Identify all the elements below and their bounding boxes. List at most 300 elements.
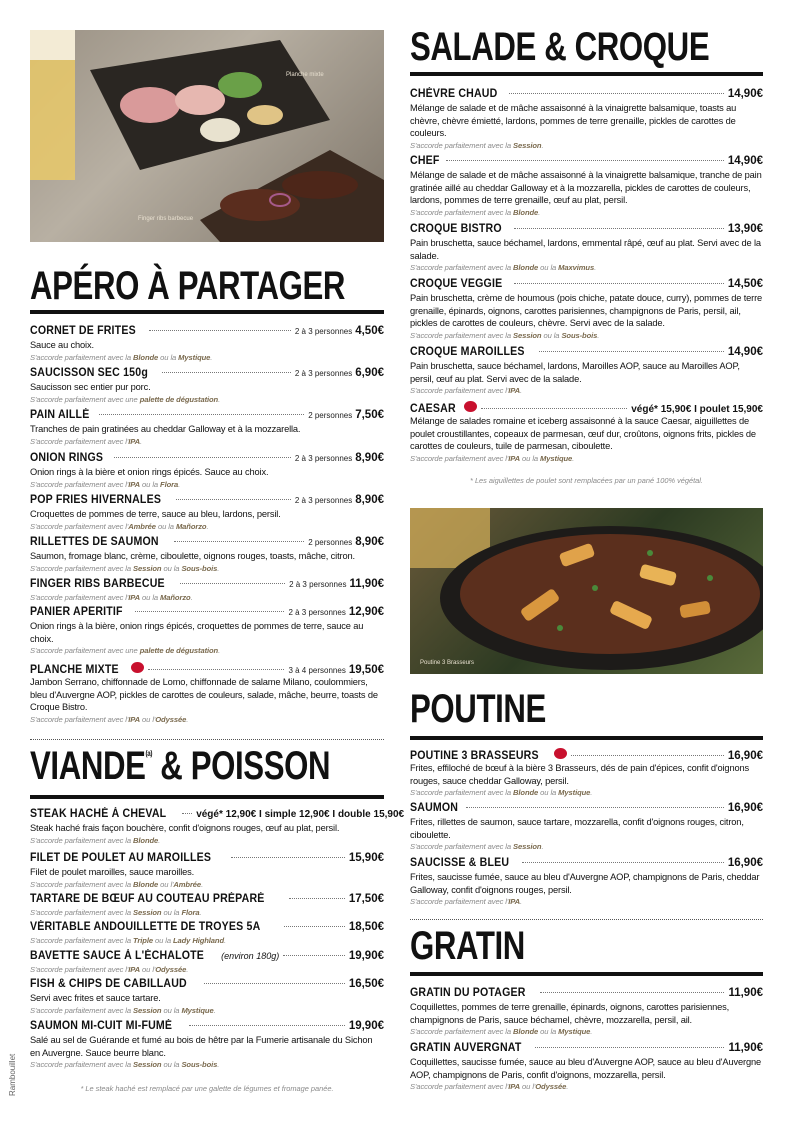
pairing-text: . xyxy=(213,1005,216,1015)
item-price: 4,50€ xyxy=(355,325,384,337)
item-pairing xyxy=(30,436,384,447)
menu-item xyxy=(410,401,763,464)
item-name: TARTARE DE BŒUF AU COUTEAU PRÉPARÉ xyxy=(30,893,265,905)
item-name: CORNET DE FRITES xyxy=(30,325,136,337)
item-header xyxy=(410,802,763,816)
item-header xyxy=(410,987,763,1001)
pairing-beer: Odyssée xyxy=(155,965,187,974)
pairing-beer: Mystique xyxy=(558,788,591,797)
pairing-beer: Sous-bois xyxy=(561,330,598,340)
pairing-beer: Session xyxy=(133,1005,162,1015)
viande-title-sup: (a) xyxy=(145,749,153,758)
item-description: Saumon, fromage blanc, crème, ciboulette, oignons rouges, toasts, mâche, citron. xyxy=(30,551,355,561)
item-pairing xyxy=(30,479,384,490)
menu-item xyxy=(30,921,384,946)
pairing-text: S'accorde parfaitement avec l' xyxy=(410,897,509,906)
pairing-text: . xyxy=(590,788,593,797)
pairing-text: . xyxy=(201,879,204,889)
item-description: Mélange de salade et de mâche assaisonné à la vinaigrette balsamique, toasts au chèvre, chèvre émietté, lardons, pommes de terre grenaille, pickles de carottes de couleurs. xyxy=(410,103,737,138)
item-header xyxy=(410,346,763,360)
pairing-text: . xyxy=(572,453,575,463)
pairing-text: ou la xyxy=(161,563,182,573)
pairing-text: ou l' xyxy=(158,879,174,889)
pairing-text: ou la xyxy=(161,1005,182,1015)
pairing-text: . xyxy=(590,1027,593,1036)
item-name: SAUMON xyxy=(410,802,459,814)
pairing-text: S'accorde parfaitement avec l' xyxy=(410,386,509,395)
item-price: 11,90€ xyxy=(728,1042,763,1054)
item-description: Onion rings à la bière et onion rings épicés. Sauce au choix. xyxy=(30,467,269,477)
pairing-beer: Blonde xyxy=(133,835,159,845)
pairing-text: S'accorde parfaitement avec l' xyxy=(410,453,509,463)
item-header xyxy=(30,452,384,466)
viande-title-text: VIANDE xyxy=(30,744,146,788)
pairing-beer: Blonde xyxy=(133,352,159,362)
pairing-text: S'accorde parfaitement avec l' xyxy=(410,1082,509,1091)
item-description: Jambon Serrano, chiffonnade de Lomo, chiffonnade de salame Milano, coulommiers, bleu d'Auvergne AOP, pickles de carottes de couleurs, salade, mâche, beurre, toasts de Croque Bistro. xyxy=(30,677,378,712)
pairing-beer: IPA xyxy=(508,386,521,395)
pairing-beer: IPA xyxy=(508,453,521,463)
item-price: 14,90€ xyxy=(727,155,763,167)
pairing-beer: Ambrée xyxy=(173,879,202,889)
pairing-text: S'accorde parfaitement avec la xyxy=(410,263,514,272)
menu-item xyxy=(30,978,384,1016)
item-price-group: végé* 15,90€ I poulet 15,90€ xyxy=(631,404,763,415)
pairing-beer: IPA xyxy=(128,965,141,974)
dot-leader xyxy=(174,541,304,542)
menu-item xyxy=(30,893,384,918)
pairing-beer: Session xyxy=(513,330,542,340)
pairing-text: . xyxy=(199,908,202,917)
pairing-text: ou la xyxy=(152,936,173,945)
item-name: SAUCISSON SEC 150g xyxy=(30,367,148,379)
gratin-rule xyxy=(410,972,763,976)
item-description: Coquillettes, pommes de terre grenaille, épinards, oignons, carottes parisiennes, champignons de Paris, sauce béchamel, chèvre, mozzarella, persil, ail. xyxy=(410,1002,730,1025)
item-name: PAIN AILLÉ xyxy=(30,409,90,421)
pairing-beer: Mystique xyxy=(181,1005,214,1015)
menu-item xyxy=(410,987,763,1037)
item-header xyxy=(30,409,384,423)
dot-leader xyxy=(509,93,724,94)
pairing-text: S'accorde parfaitement avec la xyxy=(410,330,514,340)
item-pairing xyxy=(30,1005,384,1016)
separator xyxy=(410,919,763,920)
item-header xyxy=(410,223,763,237)
menu-item xyxy=(410,223,763,273)
item-pairing xyxy=(30,1059,384,1070)
pairing-beer: Mañorzo xyxy=(175,521,207,531)
planche-illustration xyxy=(30,30,384,242)
item-header xyxy=(410,88,763,102)
pairing-beer: Session xyxy=(133,1060,162,1069)
pairing-beer: Mañorzo xyxy=(160,593,191,602)
dot-leader xyxy=(571,755,724,756)
item-pairing xyxy=(410,896,763,907)
item-pairing xyxy=(410,207,763,218)
pairing-beer: Mystique xyxy=(540,453,573,463)
item-header xyxy=(30,536,384,550)
pairing-text: S'accorde parfaitement avec l' xyxy=(30,965,129,974)
item-header xyxy=(30,662,384,676)
signature-badge-icon xyxy=(464,401,477,412)
menu-item xyxy=(410,88,763,151)
item-header xyxy=(410,857,763,871)
item-people: 2 à 3 personnes xyxy=(294,454,353,463)
pairing-text: . xyxy=(520,386,523,395)
dot-leader xyxy=(535,1047,724,1048)
viande-title-end: & POISSON xyxy=(152,744,331,788)
apero-rule xyxy=(30,310,384,314)
pairing-text: ou la xyxy=(541,330,562,340)
dot-leader xyxy=(539,351,724,352)
viande-footnote: * Le steak haché est remplacé par une galette de légumes et fromage panée. xyxy=(80,1084,334,1093)
item-pairing xyxy=(410,385,763,396)
item-price: 8,90€ xyxy=(355,452,384,464)
item-price: 13,90€ xyxy=(727,223,763,235)
pairing-text: ou la xyxy=(158,352,179,362)
item-header xyxy=(30,852,384,866)
dot-leader xyxy=(284,926,344,927)
planche-caption: Planche mixte xyxy=(286,72,324,78)
item-name: ONION RINGS xyxy=(30,452,104,464)
pairing-text: ou la xyxy=(155,521,176,531)
item-name: GRATIN DU POTAGER xyxy=(410,987,526,999)
item-name: CROQUE MAROILLES xyxy=(410,346,525,358)
dot-leader xyxy=(283,955,345,956)
item-pairing xyxy=(410,841,763,852)
menu-item xyxy=(30,950,384,975)
dot-leader xyxy=(204,983,344,984)
item-description: Frites, effiloché de bœuf à la bière 3 Brasseurs, dés de pain d'épices, confit d'oignons rouges, sauce cheddar Galloway, persil. xyxy=(410,763,750,786)
pairing-text: . xyxy=(206,521,209,531)
pairing-text: S'accorde parfaitement avec la xyxy=(410,788,514,797)
menu-item xyxy=(410,748,763,798)
item-people: 2 à 3 personnes xyxy=(289,580,347,589)
pairing-text: . xyxy=(218,646,221,655)
menu-item xyxy=(410,802,763,852)
item-price: 16,90€ xyxy=(727,857,763,869)
pairing-text: . xyxy=(210,352,213,362)
item-description: Servi avec frites et sauce tartare. xyxy=(30,993,161,1003)
item-price: 16,90€ xyxy=(727,802,763,814)
pairing-text: ou l' xyxy=(140,714,156,724)
menu-item xyxy=(410,278,763,341)
pairing-text: S'accorde parfaitement avec la xyxy=(410,842,514,851)
salade-title: SALADE & CROQUE xyxy=(410,25,710,69)
pairing-text: S'accorde parfaitement avec l' xyxy=(30,714,129,724)
pairing-beer: palette de dégustation xyxy=(139,394,219,404)
menu-item xyxy=(30,578,384,603)
menu-item xyxy=(30,536,384,574)
dot-leader xyxy=(182,813,192,814)
item-price: 7,50€ xyxy=(355,409,384,421)
pairing-text: . xyxy=(217,1060,220,1069)
item-price: 19,50€ xyxy=(348,664,384,676)
pairing-text: S'accorde parfaitement avec la xyxy=(30,1005,134,1015)
item-price: 8,90€ xyxy=(355,536,384,548)
item-pairing xyxy=(30,964,384,975)
menu-item xyxy=(30,452,384,490)
item-price-group: végé* 12,90€ I simple 12,90€ I double 15,90€ xyxy=(196,809,405,820)
pairing-text: . xyxy=(566,1082,569,1091)
pairing-text: ou la xyxy=(538,788,559,797)
item-people: 2 à 3 personnes xyxy=(294,369,353,378)
item-price: 14,90€ xyxy=(727,346,763,358)
item-description: Sauce au choix. xyxy=(30,340,94,350)
menu-item xyxy=(30,325,384,363)
pairing-text: . xyxy=(538,207,541,217)
pairing-beer: Session xyxy=(513,842,542,851)
item-price: 12,90€ xyxy=(348,606,384,618)
item-people: 2 à 3 personnes xyxy=(294,327,353,336)
item-description: Tranches de pain gratinées au cheddar Galloway et à la mozzarella. xyxy=(30,424,301,434)
menu-item xyxy=(410,346,763,396)
item-header xyxy=(30,1020,384,1034)
pairing-text: S'accorde parfaitement avec l' xyxy=(30,479,129,489)
item-description: Filet de poulet maroilles, sauce maroilles. xyxy=(30,867,195,877)
pairing-beer: Blonde xyxy=(133,879,159,889)
dot-leader xyxy=(180,583,285,584)
pairing-text: S'accorde parfaitement avec la xyxy=(30,835,134,845)
city-label: Rambouillet xyxy=(8,1053,17,1096)
item-description: Onion rings à la bière, onion rings épicés, croquettes de pommes de terre, sauce au choix. xyxy=(30,621,364,644)
pairing-beer: Ambrée xyxy=(128,521,156,531)
poutine-caption: Poutine 3 Brasseurs xyxy=(420,660,475,666)
item-name: POUTINE 3 BRASSEURS xyxy=(410,750,539,762)
item-header xyxy=(30,606,384,620)
pairing-text: S'accorde parfaitement avec une xyxy=(30,646,140,655)
item-pairing xyxy=(30,563,384,574)
pairing-text: . xyxy=(140,436,143,446)
pairing-beer: Sous-bois xyxy=(181,563,218,573)
menu-item xyxy=(30,409,384,447)
item-pairing xyxy=(30,394,384,405)
item-price: 19,90€ xyxy=(348,950,384,962)
item-pairing xyxy=(410,262,763,273)
pairing-beer: Blonde xyxy=(513,207,539,217)
pairing-beer: Blonde xyxy=(513,788,539,797)
dot-leader xyxy=(540,992,725,993)
item-header xyxy=(30,978,384,992)
dot-leader xyxy=(522,862,724,863)
item-header xyxy=(30,578,384,592)
menu-item xyxy=(30,852,384,890)
pairing-beer: IPA xyxy=(128,593,141,602)
item-name: POP FRIES HIVERNALES xyxy=(30,494,162,506)
pairing-text: S'accorde parfaitement avec la xyxy=(30,908,134,917)
pairing-text: . xyxy=(541,842,544,851)
item-name: SAUCISSE & BLEU xyxy=(410,857,510,869)
item-pairing xyxy=(30,879,384,890)
pairing-text: S'accorde parfaitement avec la xyxy=(30,936,134,945)
item-pairing xyxy=(30,935,384,946)
pairing-beer: Triple xyxy=(133,936,153,945)
pairing-text: S'accorde parfaitement avec une xyxy=(30,394,140,404)
item-pairing xyxy=(30,352,384,363)
item-header xyxy=(410,401,763,415)
dot-leader xyxy=(481,408,627,409)
item-people: 2 personnes xyxy=(308,411,353,420)
pairing-beer: IPA xyxy=(508,897,521,906)
pairing-text: S'accorde parfaitement avec la xyxy=(410,207,514,217)
item-name: CAESAR xyxy=(410,403,456,415)
item-pairing xyxy=(30,521,384,532)
item-description: Frites, rillettes de saumon, sauce tartare, mozzarella, confit d'oignons rouges, citron, ciboulette. xyxy=(410,817,744,840)
item-name: CHEF xyxy=(410,155,440,167)
pairing-text: . xyxy=(186,965,189,974)
pairing-text: S'accorde parfaitement avec l' xyxy=(30,436,129,446)
item-pairing xyxy=(410,330,763,341)
pairing-beer: Blonde xyxy=(513,1027,539,1036)
dot-leader xyxy=(514,228,724,229)
pairing-text: ou la xyxy=(140,593,161,602)
pairing-text: ou la xyxy=(161,1060,182,1069)
item-price: 6,90€ xyxy=(355,367,384,379)
pairing-text: . xyxy=(190,593,193,602)
pairing-text: ou la xyxy=(538,263,559,272)
pairing-text: ou la xyxy=(538,1027,559,1036)
pairing-beer: Odyssée xyxy=(155,714,187,724)
item-name: FISH & CHIPS DE CABILLAUD xyxy=(30,978,187,990)
pairing-beer: Session xyxy=(133,908,162,917)
pairing-beer: Flora xyxy=(181,908,200,917)
item-name: PANIER APERITIF xyxy=(30,606,123,618)
item-name: STEAK HACHÉ À CHEVAL xyxy=(30,808,167,820)
pairing-text: ou l' xyxy=(520,1082,536,1091)
item-header xyxy=(410,155,763,169)
item-price: 14,50€ xyxy=(727,278,763,290)
menu-item xyxy=(30,606,384,656)
item-name: BAVETTE SAUCE À L'ÉCHALOTE xyxy=(30,950,205,962)
menu-item xyxy=(30,494,384,532)
menu-item xyxy=(410,1042,763,1092)
item-pairing xyxy=(410,140,763,151)
menu-item xyxy=(30,1020,384,1070)
item-description: Mélange de salade et de mâche assaisonné à la vinaigrette balsamique, tranche de pain gratinée aillé au cheddar Galloway et à la mozzarella, pickles de carottes de couleurs, lardons, pommes de terre grenaille, œuf au plat, persil. xyxy=(410,170,762,205)
pairing-beer: Sous-bois xyxy=(181,1060,218,1069)
item-header xyxy=(30,325,384,339)
item-name: PLANCHE MIXTE xyxy=(30,664,119,676)
viande-title xyxy=(30,746,330,786)
pairing-beer: Session xyxy=(133,563,162,573)
poutine-illustration xyxy=(410,508,763,674)
item-pairing xyxy=(410,1026,763,1037)
pairing-beer: Flora xyxy=(160,479,179,489)
pairing-text: S'accorde parfaitement avec la xyxy=(410,1027,514,1036)
item-description: Pain bruschetta, sauce béchamel, lardons, emmental râpé, œuf au plat. Servi avec de la salade. xyxy=(410,238,761,261)
pairing-text: . xyxy=(520,897,523,906)
item-price: 16,90€ xyxy=(727,750,763,762)
item-pairing xyxy=(30,592,384,603)
item-price: 14,90€ xyxy=(727,88,763,100)
item-description: Coquillettes, saucisse fumée, sauce au bleu d'Auvergne AOP, sauce au bleu d'Auvergne AOP, champignons de Paris, confit d'oignons, mozzarella, persil. xyxy=(410,1057,762,1080)
pairing-text: S'accorde parfaitement avec la xyxy=(30,879,134,889)
pairing-text: . xyxy=(217,563,220,573)
pairing-beer: IPA xyxy=(128,479,141,489)
signature-badge-icon xyxy=(131,662,144,673)
apero-title: APÉRO À PARTAGER xyxy=(30,264,346,308)
item-name: VÉRITABLE ANDOUILLETTE DE TROYES 5A xyxy=(30,921,261,933)
pairing-beer: Odyssée xyxy=(535,1082,567,1091)
item-price: 15,90€ xyxy=(348,852,384,864)
item-description: Salé au sel de Guérande et fumé au bois de hêtre par la Fumerie artisanale du Sichon en Auvergne. Sauce beurre blanc. xyxy=(30,1035,373,1058)
item-description: Mélange de salades romaine et iceberg assaisonné à la sauce Caesar, aiguillettes de poulet croustillantes, copeaux de parmesan, œuf dur, croûtons, oignons frits, pickles de carottes de couleurs, tuile de parmesan, ciboulette. xyxy=(410,416,756,451)
pairing-text: ou la xyxy=(161,908,182,917)
item-pairing xyxy=(410,1081,763,1092)
item-name: RILLETTES DE SAUMON xyxy=(30,536,159,548)
item-header xyxy=(410,748,763,762)
pairing-text: . xyxy=(186,714,189,724)
item-name: CHÈVRE CHAUD xyxy=(410,88,498,100)
item-name: CROQUE VEGGIE xyxy=(410,278,503,290)
dot-leader xyxy=(149,330,291,331)
item-header xyxy=(410,278,763,292)
poutine-title: POUTINE xyxy=(410,687,546,731)
salade-rule xyxy=(410,72,763,76)
item-description: Frites, saucisse fumée, sauce au bleu d'Auvergne AOP, champignons de Paris, cheddar Galloway, confit d'oignons rouges, persil. xyxy=(410,872,760,895)
planche-photo xyxy=(30,30,384,242)
item-header xyxy=(30,893,384,907)
item-price: 16,50€ xyxy=(348,978,384,990)
item-description: Saucisson sec entier pur porc. xyxy=(30,382,151,392)
pairing-text: S'accorde parfaitement avec l' xyxy=(30,593,129,602)
pairing-text: S'accorde parfaitement avec l' xyxy=(30,521,129,531)
item-name: FINGER RIBS BARBECUE xyxy=(30,578,165,590)
item-price: 11,90€ xyxy=(349,578,384,590)
poutine-photo xyxy=(410,508,763,674)
dot-leader xyxy=(466,807,724,808)
pairing-text: . xyxy=(158,835,161,845)
item-name: CROQUE BISTRO xyxy=(410,223,502,235)
pairing-beer: Lady Highland xyxy=(172,936,224,945)
item-name-extra: (environ 180g) xyxy=(221,951,280,961)
pairing-beer: Mystique xyxy=(178,352,211,362)
item-price: 18,50€ xyxy=(348,921,384,933)
item-price: 19,90€ xyxy=(348,1020,384,1032)
item-name: FILET DE POULET AU MAROILLES xyxy=(30,852,212,864)
item-header xyxy=(30,808,405,822)
dot-leader xyxy=(148,669,285,670)
item-price: 11,90€ xyxy=(728,987,763,999)
signature-badge-icon xyxy=(554,748,567,759)
item-description: Pain bruschetta, crème de houmous (pois chiche, patate douce, curry), pommes de terre grenaille, épinards, oignons, carottes parisiennes, champignons de Paris, persil, ail, pickles de carottes de couleurs, chèvre. Servi avec de la salade. xyxy=(410,293,763,328)
pairing-text: ou l' xyxy=(140,965,156,974)
dot-leader xyxy=(99,414,305,415)
pairing-text: . xyxy=(594,263,597,272)
dot-leader xyxy=(114,457,291,458)
pairing-text: ou la xyxy=(140,479,161,489)
item-header xyxy=(410,1042,763,1056)
menu-item xyxy=(30,367,384,405)
pairing-beer: Session xyxy=(513,140,542,150)
item-pairing xyxy=(30,645,384,656)
dot-leader xyxy=(135,611,285,612)
dot-leader xyxy=(176,499,290,500)
pairing-beer: Mystique xyxy=(558,1027,591,1036)
item-people: 2 à 3 personnes xyxy=(288,608,346,617)
pairing-text: . xyxy=(224,936,227,945)
item-people: 3 à 4 personnes xyxy=(288,666,346,675)
dot-leader xyxy=(189,1025,345,1026)
item-pairing xyxy=(410,453,763,464)
item-pairing xyxy=(30,907,384,918)
ribs-caption: Finger ribs barbecue xyxy=(138,216,194,222)
pairing-text: S'accorde parfaitement avec la xyxy=(30,563,134,573)
gratin-title: GRATIN xyxy=(410,924,525,968)
pairing-text: . xyxy=(178,479,181,489)
salade-footnote: * Les aiguillettes de poulet sont remplacées par un pané 100% végétal. xyxy=(470,476,703,485)
item-header xyxy=(30,921,384,935)
